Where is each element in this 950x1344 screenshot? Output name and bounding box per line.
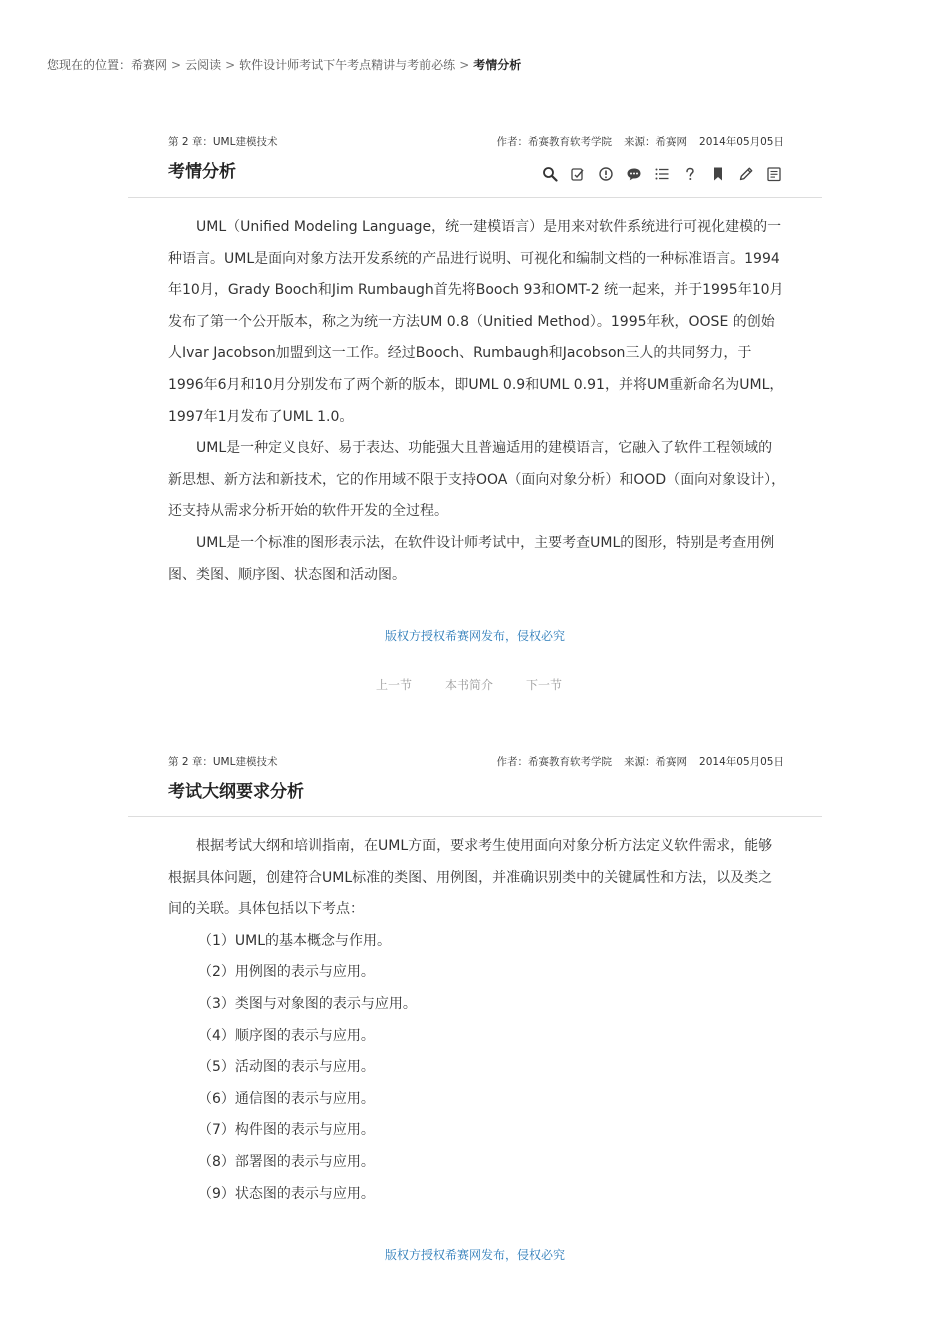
copyright-notice: 版权方授权希赛网发布，侵权必究: [384, 1248, 565, 1262]
paragraph: UML是一个标准的图形表示法，在软件设计师考试中，主要考查UML的图形，特别是考查用例图、类图、顺序图、状态图和活动图。: [168, 534, 775, 583]
list-icon: [654, 166, 670, 182]
list-item: （9）状态图的表示与应用。: [198, 1185, 375, 1202]
article-meta: [485, 754, 784, 769]
author: 作者：希赛教育软考学院: [496, 756, 613, 768]
chapter-label: 第 2 章：UML建模技术: [168, 756, 278, 768]
breadcrumb-separator: >: [459, 58, 470, 72]
breadcrumb-separator: >: [171, 58, 182, 72]
list-item: （5）活动图的表示与应用。: [198, 1059, 375, 1076]
list-item: （7）构件图的表示与应用。: [198, 1122, 375, 1139]
toc-button[interactable]: [652, 164, 672, 184]
paragraph: UML是一种定义良好、易于表达、功能强大且普遍适用的建模语言，它融入了软件工程领域的新思想、新方法和新技术，它的作用域不限于支持OOA（面向对象分析）和OOD（面向对象设计），还支持从需求分析开始的软件开发的全过程。: [168, 440, 786, 520]
section-title: 考情分析: [168, 162, 236, 182]
chapter-label: 第 2 章：UML建模技术: [168, 136, 278, 148]
bookmark-icon: [710, 166, 726, 182]
article-body: [168, 212, 786, 591]
article-meta: [485, 134, 784, 149]
help-button[interactable]: [680, 164, 700, 184]
edit-button[interactable]: [736, 164, 756, 184]
next-section-link[interactable]: 下一节: [526, 678, 563, 692]
copyright-notice: 版权方授权希赛网发布，侵权必究: [384, 629, 565, 643]
paragraph: UML（Unified Modeling Language，统一建模语言）是用来对软件系统进行可视化建模的一种语言。UML是面向对象方法开发系统的产品进行说明、可视化和编制文档的一种标准语言。1994年10月，Grady Booch和Jim Rumbaugh首先将Booch 93和OMT-2 统一起来，并于1995年10月发布了第一个公开版本，称之为统一方法UM 0.8（Unitied Method）。1995年秋，OOSE 的创始人Ivar Jacobson加盟到这一工作。经过Booch、Rumbaugh和Jacobson三人的共同努力，于1996年6月和10月分别发布了两个新的版本，即UML 0.9和UML 0.91，并将UM重新命名为UML，1997年1月发布了UML 1.0。: [168, 219, 784, 425]
date: 2014年05月05日: [699, 136, 784, 148]
pager: [376, 676, 595, 693]
list-item: （2）用例图的表示与应用。: [198, 964, 375, 981]
note-icon: [570, 166, 586, 182]
bookmark-button[interactable]: [708, 164, 728, 184]
breadcrumb: [47, 56, 521, 73]
search-button[interactable]: [540, 164, 560, 184]
book-intro-link[interactable]: 本书简介: [445, 678, 494, 692]
divider: [128, 816, 822, 817]
article-body: [168, 831, 786, 1210]
help-icon: [682, 166, 698, 182]
comment-button[interactable]: [624, 164, 644, 184]
breadcrumb-label: 您现在的位置：: [47, 58, 132, 72]
comment-icon: [626, 166, 642, 182]
notebook-icon: [766, 166, 782, 182]
reader-toolbar: [540, 164, 784, 184]
list-item: （4）顺序图的表示与应用。: [198, 1027, 375, 1044]
note-button[interactable]: [568, 164, 588, 184]
section-title: 考试大纲要求分析: [168, 782, 304, 802]
pencil-icon: [738, 166, 754, 182]
breadcrumb-item-cloud-read[interactable]: 云阅读: [185, 58, 222, 72]
list-item: （1）UML的基本概念与作用。: [198, 932, 392, 949]
divider: [128, 197, 822, 198]
paragraph: 根据考试大纲和培训指南，在UML方面，要求考生使用面向对象分析方法定义软件需求，能够根据具体问题，创建符合UML标准的类图、用例图，并准确识别类中的关键属性和方法，以及类之间的关联。具体包括以下考点：: [168, 838, 773, 918]
error-report-icon: [598, 166, 614, 182]
source: 来源：希赛网: [624, 756, 688, 768]
list-item: （6）通信图的表示与应用。: [198, 1090, 375, 1107]
list-item: （8）部署图的表示与应用。: [198, 1153, 375, 1170]
prev-section-link[interactable]: 上一节: [376, 678, 413, 692]
error-report-button[interactable]: [596, 164, 616, 184]
breadcrumb-current: 考情分析: [473, 58, 522, 72]
search-icon: [542, 166, 558, 182]
notebook-button[interactable]: [764, 164, 784, 184]
date: 2014年05月05日: [699, 756, 784, 768]
author: 作者：希赛教育软考学院: [496, 136, 613, 148]
breadcrumb-item-home[interactable]: 希赛网: [131, 58, 168, 72]
source: 来源：希赛网: [624, 136, 688, 148]
breadcrumb-item-book[interactable]: 软件设计师考试下午考点精讲与考前必练: [239, 58, 456, 72]
list-item: （3）类图与对象图的表示与应用。: [198, 995, 417, 1012]
breadcrumb-separator: >: [225, 58, 236, 72]
